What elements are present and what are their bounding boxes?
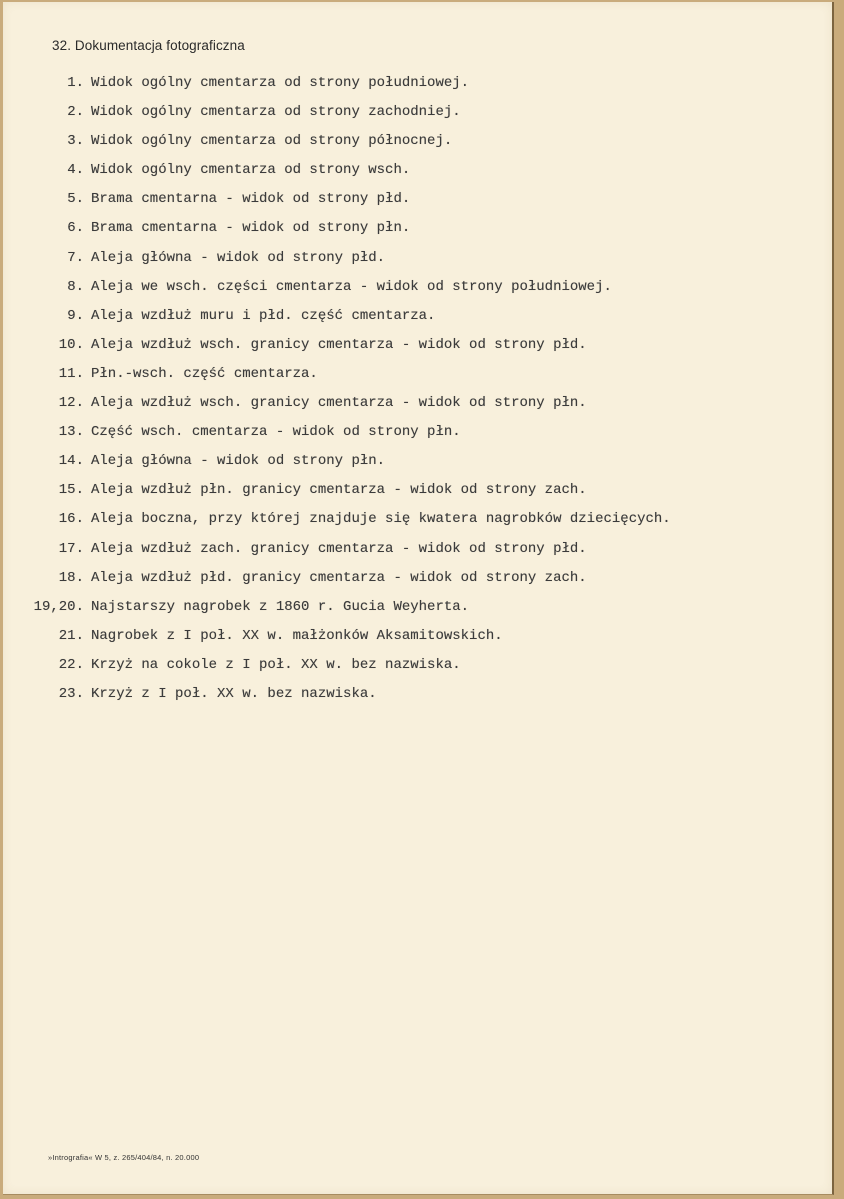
item-text: Krzyż z I poł. XX w. bez nazwiska. <box>91 685 377 702</box>
printer-imprint: »Intrografia« W 5, z. 265/404/84, n. 20.000 <box>48 1153 200 1162</box>
item-text: Widok ogólny cmentarza od strony zachodniej. <box>91 104 461 121</box>
item-number: 1. <box>67 75 84 91</box>
item-text: Aleja we wsch. części cmentarza - widok od strony południowej. <box>91 278 612 295</box>
item-text: Brama cmentarna - widok od strony płd. <box>91 191 411 208</box>
item-number: 15. <box>58 482 84 499</box>
item-number: 8. <box>67 278 84 295</box>
item-number: 4. <box>67 162 84 179</box>
item-number: 7. <box>67 249 84 266</box>
document-page <box>3 2 834 1195</box>
item-text: Aleja wzdłuż wsch. granicy cmentarza - widok od strony płn. <box>91 395 587 412</box>
item-text: Brama cmentarna - widok od strony płn. <box>91 220 411 237</box>
item-number: 13. <box>58 424 84 441</box>
item-number: 14. <box>58 453 84 470</box>
item-number: 10. <box>58 336 84 353</box>
item-text: Widok ogólny cmentarza od strony południowej. <box>91 75 470 91</box>
item-number: 16. <box>58 511 84 528</box>
item-text: Aleja główna - widok od strony płn. <box>91 453 386 470</box>
item-number: 23. <box>58 685 84 702</box>
item-number: 19,20. <box>33 598 84 615</box>
page-heading: 32. Dokumentacja fotograficzna <box>52 38 245 53</box>
item-number: 11. <box>58 365 84 382</box>
item-number: 9. <box>67 307 84 324</box>
item-number: 17. <box>58 540 84 557</box>
item-text: Aleja wzdłuż wsch. granicy cmentarza - widok od strony płd. <box>91 336 587 353</box>
item-text: Aleja boczna, przy której znajduje się kwatera nagrobków dziecięcych. <box>91 511 671 528</box>
item-text: Aleja główna - widok od strony płd. <box>91 249 386 266</box>
item-number: 6. <box>67 220 84 237</box>
item-number: 22. <box>58 656 84 673</box>
item-text: Widok ogólny cmentarza od strony północnej. <box>91 133 453 150</box>
item-number: 12. <box>58 395 84 412</box>
item-number: 5. <box>67 191 84 208</box>
item-text: Nagrobek z I poł. XX w. małżonków Aksamitowskich. <box>91 627 503 644</box>
item-text: Płn.-wsch. część cmentarza. <box>91 365 318 382</box>
item-number: 3. <box>67 133 84 150</box>
item-text: Widok ogólny cmentarza od strony wsch. <box>91 162 411 179</box>
item-text: Najstarszy nagrobek z 1860 r. Gucia Weyherta. <box>91 598 470 615</box>
item-number: 2. <box>67 104 84 121</box>
item-text: Aleja wzdłuż płn. granicy cmentarza - widok od strony zach. <box>91 482 587 499</box>
item-text: Aleja wzdłuż muru i płd. część cmentarza. <box>91 307 436 324</box>
item-text: Część wsch. cmentarza - widok od strony płn. <box>91 424 461 441</box>
item-text: Aleja wzdłuż zach. granicy cmentarza - widok od strony płd. <box>91 540 587 557</box>
item-text: Aleja wzdłuż płd. granicy cmentarza - widok od strony zach. <box>91 569 587 586</box>
item-number: 21. <box>58 627 84 644</box>
item-text: Krzyż na cokole z I poł. XX w. bez nazwiska. <box>91 656 461 673</box>
item-number: 18. <box>58 569 84 586</box>
